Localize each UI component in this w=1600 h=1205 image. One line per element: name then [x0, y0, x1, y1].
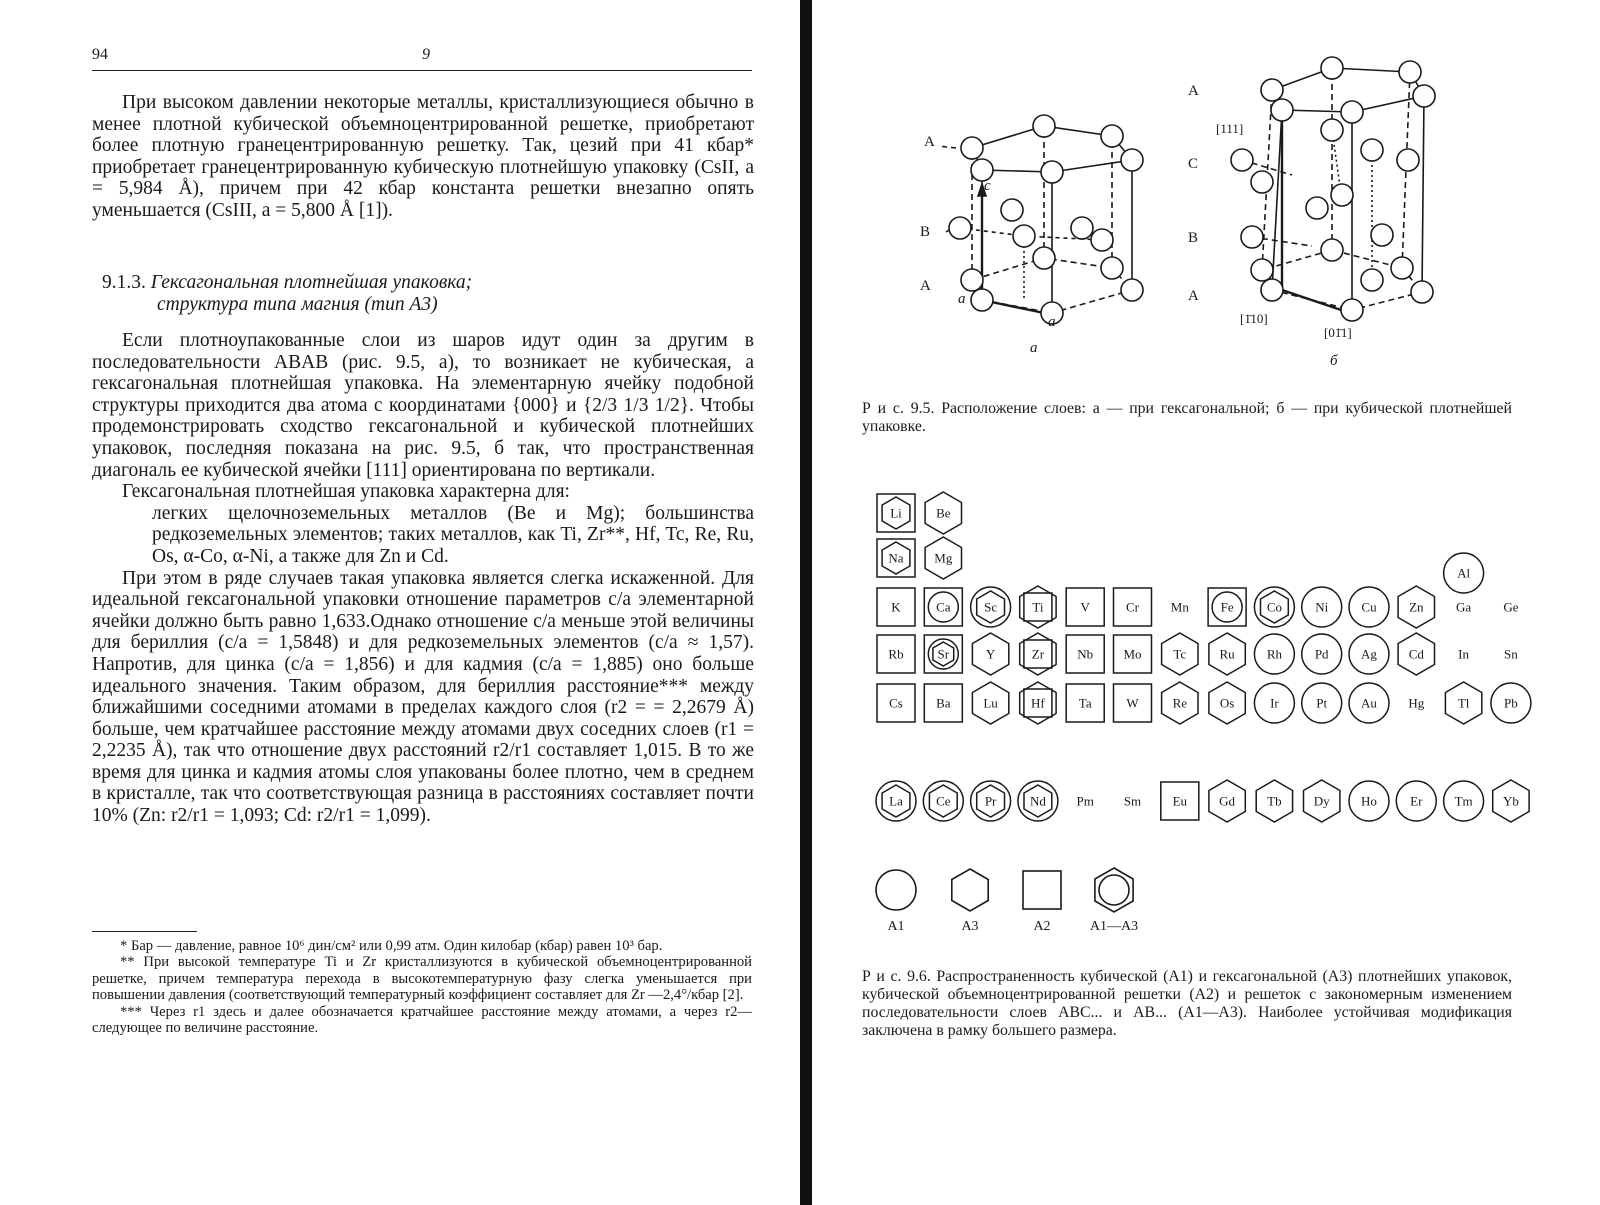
footnote-1: * Бар — давление, равное 10⁶ дин/см² или 0,99 атм. Один килобар (кбар) равен 10³ бар. [120, 938, 663, 954]
atom-sphere [1391, 257, 1413, 279]
element-symbol: Sc [984, 599, 998, 615]
element-cell-yb [1493, 780, 1529, 822]
element-symbol: Ru [1219, 646, 1235, 662]
element-cell-nd [1018, 781, 1058, 821]
element-symbol: Pd [1314, 646, 1329, 662]
legend-label: A2 [1033, 919, 1051, 934]
element-symbol: Mg [934, 550, 953, 566]
atom-sphere [1033, 115, 1055, 137]
element-symbol: Lu [983, 695, 998, 711]
element-symbol: Li [890, 505, 902, 521]
element-cell-sn [1504, 647, 1518, 662]
section-title-line1: Гексагональная плотнейшая упаковка; [150, 272, 473, 293]
element-cell-ni [1302, 587, 1342, 627]
element-cell-y [972, 633, 1008, 675]
element-symbol: Tb [1267, 793, 1282, 809]
legend-label: A1 [887, 919, 905, 934]
element-cell-gd [1209, 780, 1245, 822]
element-cell-ho [1349, 781, 1389, 821]
element-symbol: K [891, 599, 901, 615]
paragraph-3: При этом в ряде случаев такая упаковка является слегка искаженной. Для идеальной гексагональной упаковки отношение параметров c/a элементарной ячейки должно быть равно 1,633.Однако отношение c/a меньше этой величины для бериллия (c/a = 1,5848) и для редкоземельных элементов (c/a ≈ 1,57). Напротив, для цинка (c/a = 1,856) и для кадмия (c/a = 1,885) оно больше идеального значения. Таким образом, для бериллия расстояние*** между ближайшими соседними атомами в пределах каждого слоя (r2 = = 2,2679 Å) больше, чем кратчайшее расстояние между атомами двух соседних слоев (r1 = 2,2235 Å), так что отношение двух расстояний r2/r1 составляет 1,015. В то же время для цинка и кадмия атомы слоя упакованы более плотно, чем в среднем в кристалле, так что соответствующая разница в расстояниях составляет почти 10% (Zn: r2/r1 = 1,093; Cd: r2/r1 = 1,099). [92, 567, 754, 827]
element-symbol: Ge [1503, 599, 1519, 615]
element-cell-ca [924, 588, 962, 626]
main-text-block [92, 330, 754, 827]
atom-sphere [961, 137, 983, 159]
atom-sphere [1341, 299, 1363, 321]
element-symbol: Cd [1408, 646, 1424, 662]
element-symbol: Tm [1454, 793, 1473, 809]
element-symbol: Pb [1504, 695, 1518, 711]
element-cell-mg [925, 537, 961, 579]
element-symbol: Ce [936, 793, 951, 809]
element-cell-ag [1349, 634, 1389, 674]
element-symbol: Ga [1456, 599, 1472, 615]
element-cell-ba [924, 684, 962, 722]
element-cell-lu [972, 682, 1008, 724]
legend-label: A1—A3 [1089, 919, 1139, 934]
element-cell-tm [1444, 781, 1484, 821]
atom-sphere [1091, 229, 1113, 251]
element-symbol: La [889, 793, 903, 809]
element-symbol: Ni [1315, 599, 1329, 615]
element-cell-nb [1066, 635, 1104, 673]
element-symbol: Ba [936, 695, 951, 711]
layer-label-b-a-top: A [1188, 83, 1199, 99]
element-symbol: Eu [1172, 793, 1188, 809]
element-symbol: Pm [1076, 793, 1094, 809]
atom-sphere [1261, 79, 1283, 101]
element-cell-mn [1171, 600, 1190, 615]
element-cell-sr [924, 635, 962, 673]
element-cell-er [1396, 781, 1436, 821]
element-cell-zn [1398, 586, 1434, 628]
section-number: 9.1.3. [102, 272, 146, 293]
legend-hexagon [952, 869, 988, 934]
element-cell-fe [1208, 588, 1246, 626]
atom-sphere [1101, 257, 1123, 279]
element-cell-au [1349, 683, 1389, 723]
atom-sphere [1231, 149, 1253, 171]
paragraph-1: Если плотноупакованные слои из шаров идут один за другим в последовательности ABAB (рис. 9.5, a), то возникает не кубическая, а гексагональная плотнейшая упаковка. На элементарную ячейку подобной структуры приходится два атома с координатами {000} и {2/3 1/3 1/2}. Чтобы продемонстрировать сходство гексагональной и кубической плотнейших упаковок, последняя показана на рис. 9.5, б так, что пространственная диагональ ее кубической ячейки [111] ориентирована по вертикали. [92, 330, 754, 481]
atom-sphere [1101, 125, 1123, 147]
element-symbol: Mo [1123, 646, 1142, 662]
atom-sphere [1413, 85, 1435, 107]
element-cell-rh [1254, 634, 1294, 674]
element-cell-w [1114, 684, 1152, 722]
atom-sphere [1251, 171, 1273, 193]
element-symbol: Na [888, 550, 904, 566]
section-heading [102, 272, 742, 316]
element-symbol: Y [985, 646, 996, 662]
footnote-2: ** При высокой температуре Ti и Zr кристаллизуются в кубической объемноцентрированной решетке, причем температура перехода в высокотемпературную фазу слегка уменьшается при повышении давления (соответствующий температурный коэффициент составляет для Zr —2,4°/кбар [2]. [92, 954, 752, 1004]
atom-sphere [1321, 119, 1343, 141]
atom-sphere [1361, 139, 1383, 161]
direction-011: [01̄1] [1324, 325, 1352, 340]
element-cell-mo [1114, 635, 1152, 673]
layer-label-a-top: A [924, 134, 935, 150]
atom-sphere [971, 289, 993, 311]
atom-sphere [1251, 259, 1273, 281]
footnote-3: *** Через r1 здесь и далее обозначается кратчайшее расстояние между атомами, а через r2—следующее по величине расстояние. [92, 1003, 752, 1037]
element-cell-cr [1114, 588, 1152, 626]
element-symbol: Ti [1032, 599, 1044, 615]
atom-sphere [1341, 101, 1363, 123]
axis-c-label: c [984, 178, 991, 194]
section-title-line2: структура типа магния (тип A3) [157, 294, 438, 315]
atom-sphere [1371, 224, 1393, 246]
element-cell-re [1162, 682, 1198, 724]
element-symbol: Hf [1031, 695, 1045, 711]
atom-sphere [1306, 197, 1328, 219]
figure-9-6 [812, 470, 1600, 960]
element-cell-k [877, 588, 915, 626]
element-symbol: Tc [1173, 646, 1187, 662]
element-cell-v [1066, 588, 1104, 626]
element-cell-tb [1256, 780, 1292, 822]
axis-a-label-bottom: a [1048, 314, 1056, 330]
element-cell-dy [1304, 780, 1340, 822]
page-number: 94 [92, 46, 108, 63]
element-symbol: Fe [1220, 599, 1234, 615]
element-cell-pm [1077, 794, 1094, 809]
element-symbol: Yb [1502, 793, 1519, 809]
element-cell-pb [1491, 683, 1531, 723]
atom-sphere [1001, 199, 1023, 221]
figure-9-6-caption: Р и с. 9.6. Распространенность кубической (A1) и гексагональной (A3) плотнейших упаковок, кубической объемноцентрированной решетки (A2) и решеток с закономерным изменением последовательности слоев ABC... и AB... (A1—A3). Наиболее устойчивая модификация заключена в рамку большего размера. [862, 968, 1512, 1039]
layer-label-b-a-bottom: A [1188, 288, 1199, 304]
atom-sphere [1397, 149, 1419, 171]
element-symbol: Al [1457, 565, 1471, 581]
element-cell-ga [1456, 600, 1471, 615]
element-symbol: W [1126, 695, 1139, 711]
layer-label-b-b: B [1188, 230, 1199, 246]
legend-hexagon-circle [1090, 868, 1138, 934]
element-symbol: Ir [1270, 695, 1279, 711]
atom-sphere [961, 269, 983, 291]
element-symbol: Cr [1126, 599, 1139, 615]
figure-9-5 [812, 0, 1600, 400]
atom-sphere [1013, 225, 1035, 247]
atom-sphere [1033, 247, 1055, 269]
element-symbol: Dy [1313, 793, 1330, 809]
element-symbol: Pr [984, 793, 997, 809]
element-symbol: Ca [936, 599, 951, 615]
element-symbol: Ag [1361, 646, 1377, 662]
legend-label: A3 [961, 919, 979, 934]
axis-a-label-left: a [958, 291, 966, 307]
element-symbol: Re [1172, 695, 1188, 711]
element-symbol: Nb [1077, 646, 1094, 662]
element-symbol: Gd [1219, 793, 1236, 809]
element-cell-os [1209, 682, 1245, 724]
element-cell-tc [1162, 633, 1198, 675]
book-spine [800, 0, 812, 1205]
element-cell-ir [1254, 683, 1294, 723]
element-symbol: Er [1410, 793, 1423, 809]
chapter-number: 9 [422, 46, 430, 63]
element-symbol: V [1080, 599, 1090, 615]
atom-sphere [1361, 269, 1383, 291]
element-cell-cu [1349, 587, 1389, 627]
element-cell-ru [1209, 633, 1245, 675]
element-cell-li [877, 494, 915, 532]
atom-sphere [1321, 239, 1343, 261]
element-symbol: Zr [1031, 646, 1045, 662]
element-symbol: Rh [1266, 646, 1282, 662]
legend-square [1023, 871, 1061, 934]
element-symbol: Rb [888, 646, 904, 662]
element-cell-eu [1161, 782, 1199, 820]
paragraph-2: Гексагональная плотнейшая упаковка характерна для: [122, 481, 570, 503]
element-symbol: Cs [889, 695, 903, 711]
element-cell-pt [1302, 683, 1342, 723]
element-cell-sm [1124, 794, 1141, 809]
element-cell-na [877, 539, 915, 577]
panel-a-label: a [1030, 340, 1038, 356]
element-symbol: Sn [1504, 646, 1518, 662]
element-symbol: Ho [1361, 793, 1377, 809]
element-cell-cd [1398, 633, 1434, 675]
paragraph-2-list: легких щелочноземельных металлов (Be и Mg); большинства редкоземельных элементов; таких металлов, как Ti, Zr**, Hf, Tc, Re, Ru, Os, α-Co, α-Ni, а также для Zn и Cd. [152, 502, 754, 567]
element-cell-ti [1020, 586, 1056, 628]
atom-sphere [1399, 61, 1421, 83]
element-cell-ce [923, 781, 963, 821]
atom-sphere [1121, 149, 1143, 171]
element-symbol: In [1458, 646, 1470, 662]
element-cell-rb [877, 635, 915, 673]
atom-sphere [1121, 279, 1143, 301]
element-cell-co [1254, 587, 1294, 627]
element-symbol: Be [936, 505, 951, 521]
element-cell-hf [1020, 682, 1056, 724]
right-page [812, 0, 1600, 1205]
element-symbol: Co [1266, 599, 1282, 615]
running-header [92, 46, 752, 71]
element-cell-ge [1503, 600, 1518, 615]
element-symbol: Hg [1408, 695, 1425, 711]
element-cell-pr [971, 781, 1011, 821]
element-symbol: Au [1361, 695, 1377, 711]
atom-sphere [1241, 226, 1263, 248]
element-symbol: Cu [1361, 599, 1377, 615]
atom-sphere [1321, 57, 1343, 79]
direction-110: [1̄10] [1240, 311, 1268, 326]
element-symbol: Pt [1316, 695, 1328, 711]
element-cell-in [1458, 647, 1469, 662]
element-cell-zr [1020, 633, 1056, 675]
element-symbol: Os [1219, 695, 1235, 711]
atom-sphere [1331, 184, 1353, 206]
atom-sphere [949, 217, 971, 239]
element-symbol: Tl [1457, 695, 1470, 711]
layer-label-a-mid: B [920, 224, 931, 240]
layer-label-b-c: C [1188, 156, 1199, 172]
element-cell-pd [1302, 634, 1342, 674]
footnote-rule [92, 931, 197, 932]
element-symbol: Sm [1123, 793, 1142, 809]
element-cell-sc [971, 587, 1011, 627]
direction-111: [111] [1216, 121, 1244, 136]
element-symbol: Sr [937, 646, 950, 662]
intro-paragraph-block [92, 92, 754, 222]
atom-sphere [1411, 281, 1433, 303]
element-cell-be [925, 492, 961, 534]
legend-circle [876, 870, 916, 934]
layer-label-a-bottom: A [920, 278, 931, 294]
atom-sphere [1041, 161, 1063, 183]
element-cell-hg [1408, 696, 1424, 711]
element-cell-ta [1066, 684, 1104, 722]
figure-9-5-caption: Р и с. 9.5. Расположение слоев: a — при гексагональной; б — при кубической плотнейшей упаковке. [862, 400, 1512, 435]
element-symbol: Ta [1078, 695, 1092, 711]
element-cell-al [1444, 553, 1484, 593]
panel-b-label: б [1330, 353, 1338, 369]
element-symbol: Mn [1170, 599, 1189, 615]
intro-paragraph: При высоком давлении некоторые металлы, кристаллизующиеся обычно в менее плотной кубической объемноцентрированной решетке, приобретают более плотную гранецентрированную решетку. Так, цезий при 41 кбар* приобретает гранецентрированную кубическую плотнейшую упаковку (CsII, a = 5,984 Å), причем при 42 кбар константа решетки внезапно опять уменьшается (CsIII, a = 5,800 Å [1]). [92, 92, 754, 221]
atom-sphere [1261, 279, 1283, 301]
element-cell-la [876, 781, 916, 821]
atom-sphere [1271, 99, 1293, 121]
footnotes [92, 938, 752, 1036]
element-cell-tl [1445, 682, 1481, 724]
element-symbol: Nd [1029, 793, 1046, 809]
element-cell-cs [877, 684, 915, 722]
atom-sphere [1071, 217, 1093, 239]
element-symbol: Zn [1409, 599, 1424, 615]
